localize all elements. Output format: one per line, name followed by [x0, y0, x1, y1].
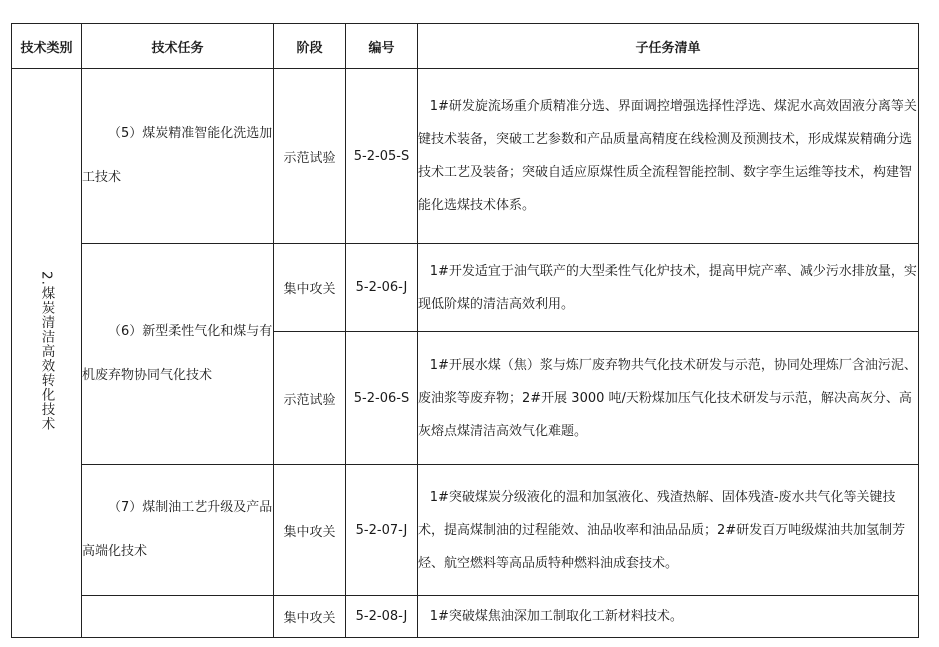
header-code: 编号 [346, 24, 418, 69]
subtask-text: 1#开展水煤（焦）浆与炼厂废弃物共气化技术研发与示范，协同处理炼厂含油污泥、废油浆等废弃物；2#开展 3000 吨/天粉煤加压气化技术研发与示范，解决高灰分、高灰熔点煤清洁高效气化难题。 [418, 357, 917, 439]
task-cell [82, 69, 274, 244]
header-subtasks: 子任务清单 [418, 24, 919, 69]
stage-cell: 集中攻关 [274, 465, 346, 596]
header-task: 技术任务 [82, 24, 274, 69]
task-text: （5）煤炭精准智能化洗选加工技术 [82, 126, 273, 185]
subtask-cell [418, 332, 919, 465]
task-cell [82, 596, 274, 638]
table-row [12, 465, 919, 596]
code-cell: 5-2-06-J [346, 244, 418, 332]
task-cell [82, 244, 274, 465]
code-cell: 5-2-05-S [346, 69, 418, 244]
subtask-cell [418, 596, 919, 638]
header-stage: 阶段 [274, 24, 346, 69]
subtask-cell [418, 244, 919, 332]
category-cell [12, 69, 82, 638]
subtask-cell [418, 69, 919, 244]
subtask-text: 1#突破煤炭分级液化的温和加氢液化、残渣热解、固体残渣-废水共气化等关键技术，提高煤制油的过程能效、油品收率和油品品质；2#研发百万吨级煤油共加氢制芳烃、航空燃料等高品质特种燃料油成套技术。 [418, 489, 906, 571]
subtask-text: 1#开发适宜于油气联产的大型柔性气化炉技术，提高甲烷产率、减少污水排放量，实现低阶煤的清洁高效利用。 [418, 263, 917, 312]
subtask-text: 1#研发旋流场重介质精准分选、界面调控增强选择性浮选、煤泥水高效固液分离等关键技术装备，突破工艺参数和产品质量高精度在线检测及预测技术，形成煤炭精确分选技术工艺及装备；突破自适应原煤性质全流程智能控制、数字孪生运维等技术，构建智能化选煤技术体系。 [418, 99, 917, 213]
subtask-cell [418, 465, 919, 596]
table-row [12, 244, 919, 332]
category-label: 2.煤炭清洁高效转化技术 [38, 271, 55, 431]
task-cell [82, 465, 274, 596]
code-cell: 5-2-08-J [346, 596, 418, 638]
code-cell: 5-2-06-S [346, 332, 418, 465]
task-text: （7）煤制油工艺升级及产品高端化技术 [82, 500, 273, 559]
stage-cell: 集中攻关 [274, 244, 346, 332]
technology-task-table [11, 23, 919, 638]
code-cell: 5-2-07-J [346, 465, 418, 596]
stage-cell: 集中攻关 [274, 596, 346, 638]
subtask-text: 1#突破煤焦油深加工制取化工新材料技术。 [429, 609, 683, 624]
header-row [12, 24, 919, 69]
stage-cell: 示范试验 [274, 69, 346, 244]
table-row [12, 69, 919, 244]
stage-cell: 示范试验 [274, 332, 346, 465]
table-row [12, 596, 919, 638]
task-text: （6）新型柔性气化和煤与有机废弃物协同气化技术 [82, 324, 273, 383]
header-category: 技术类别 [12, 24, 82, 69]
